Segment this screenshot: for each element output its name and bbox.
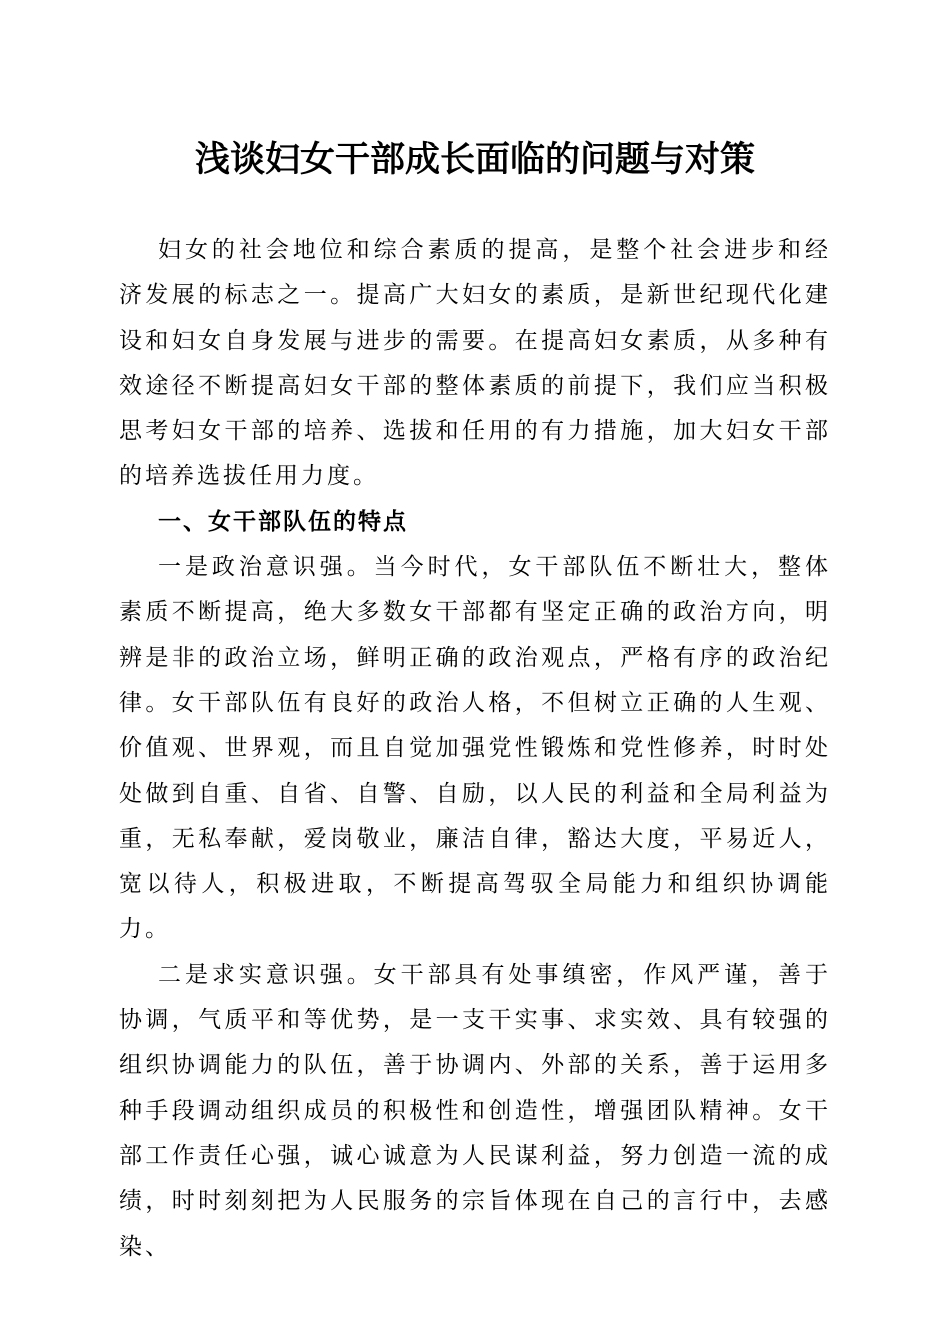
point-lead-1: 一是政治意识强。 [158, 554, 374, 581]
section-heading: 一、女干部队伍的特点 [158, 508, 408, 535]
document-title: 浅谈妇女干部成长面临的问题与对策 [194, 139, 755, 180]
intro-paragraph: 妇女的社会地位和综合素质的提高，是整个社会进步和经济发展的标志之一。提高广大妇女的素质，是新世纪现代化建设和妇女自身发展与进步的需要。在提高妇女素质，从多种有效途径不断提高妇女干部的整体素质的前提下，我们应当积极思考妇女干部的培养、选拔和任用的有力措施，加大妇女干部的培养选拔任用力度。 [119, 237, 831, 490]
point-lead-2: 二是求实意识强。 [158, 961, 374, 988]
point-text-1: 当今时代，女干部队伍不断壮大，整体素质不断提高，绝大多数女干部都有坚定正确的政治方向，明辨是非的政治立场，鲜明正确的政治观点，严格有序的政治纪律。女干部队伍有良好的政治人格，不但树立正确的人生观、价值观、世界观，而且自觉加强党性锻炼和党性修养，时时处处做到自重、自省、自警、自励，以人民的利益和全局利益为重，无私奉献，爱岗敬业，廉洁自律，豁达大度，平易近人，宽以待人，积极进取，不断提高驾驭全局能力和组织协调能力。 [119, 554, 832, 943]
point-text-2: 女干部具有处事缜密，作风严谨，善于协调，气质平和等优势，是一支干实事、求实效、具有较强的组织协调能力的队伍，善于协调内、外部的关系，善于运用多种手段调动组织成员的积极性和创造性，增强团队精神。女干部工作责任心强，诚心诚意为人民谋利益，努力创造一流的成绩，时时刻刻把为人民服务的宗旨体现在自己的言行中，去感染、 [119, 961, 832, 1260]
point-paragraph-1 [119, 545, 831, 953]
document-body [119, 228, 831, 1270]
point-paragraph-2 [119, 953, 831, 1270]
